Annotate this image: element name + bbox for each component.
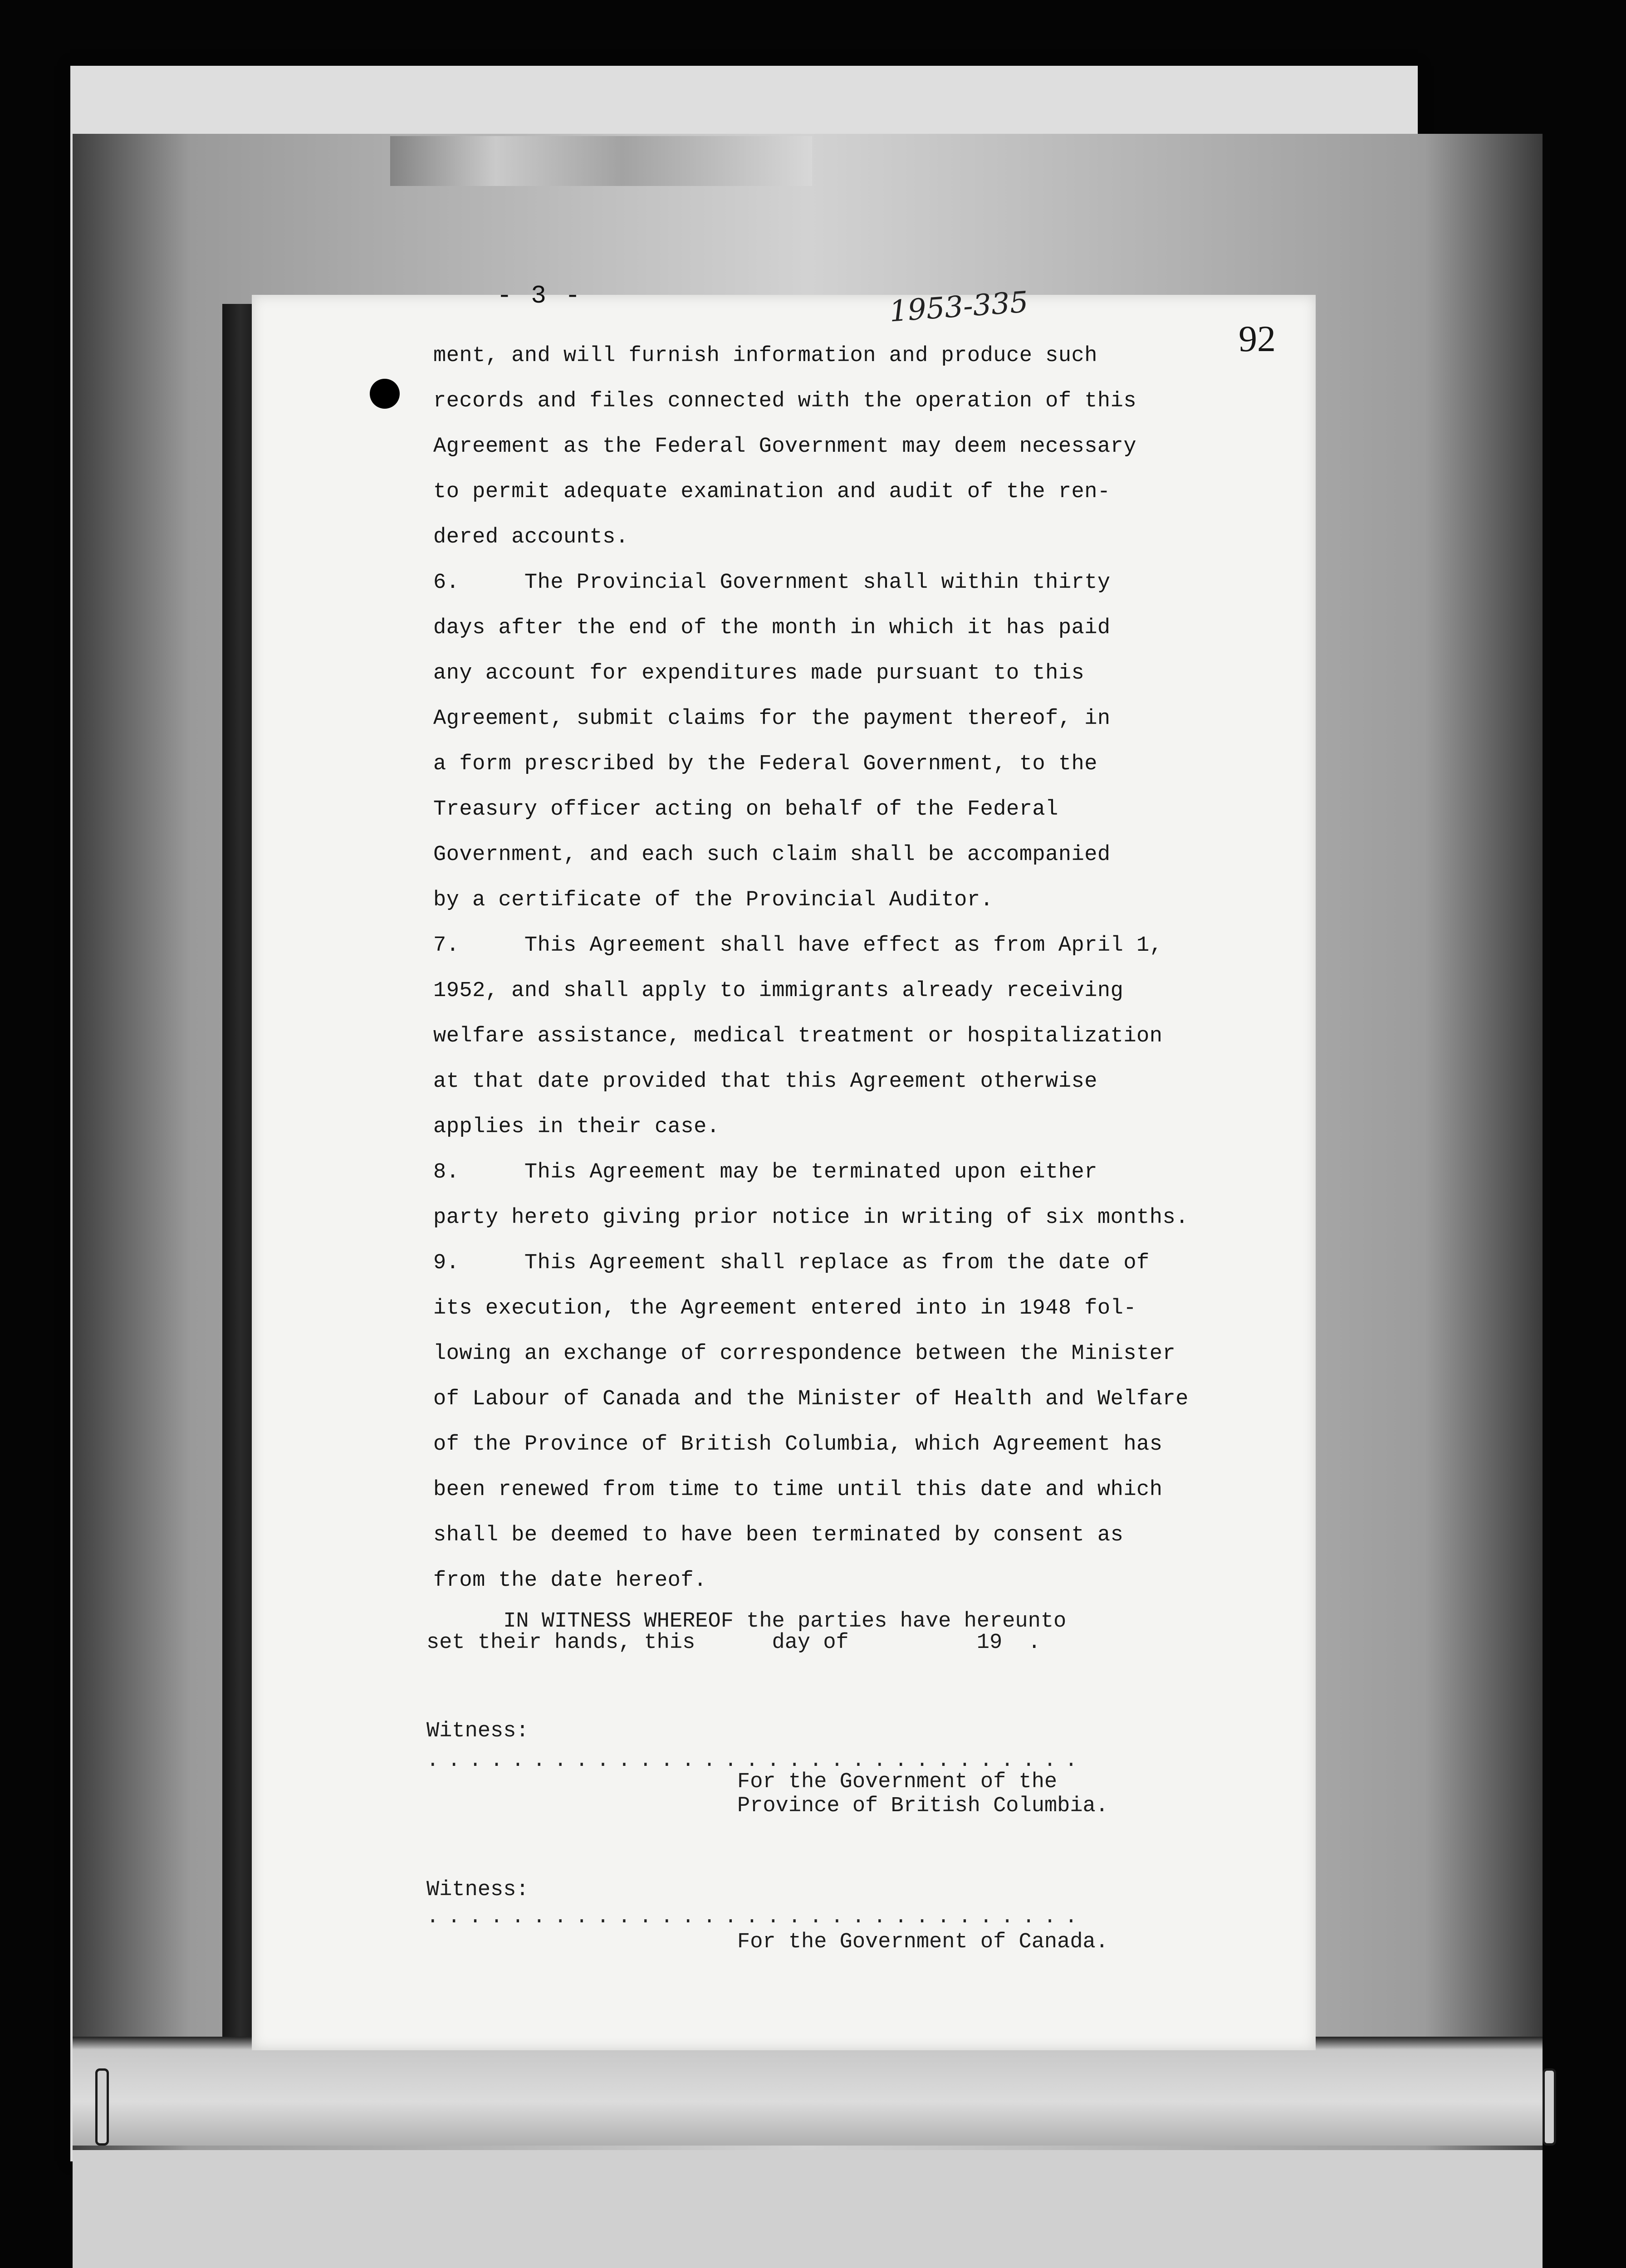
text-line: at that date provided that this Agreement otherwise bbox=[433, 1070, 1097, 1094]
witness-clause-line-2: set their hands, this day of 19 . bbox=[426, 1631, 1041, 1655]
text-line: 7. This Agreement shall have effect as from April 1, bbox=[433, 934, 1163, 958]
text-line: welfare assistance, medical treatment or hospitalization bbox=[433, 1024, 1163, 1048]
folio-number: 92 bbox=[1239, 318, 1276, 359]
witness-label: Witness: bbox=[426, 1878, 529, 1902]
punch-hole bbox=[370, 379, 400, 409]
text-line: by a certificate of the Provincial Auditor. bbox=[433, 888, 994, 912]
text-line: Agreement, submit claims for the payment thereof, in bbox=[433, 707, 1111, 731]
text-line: Treasury officer acting on behalf of the Federal bbox=[433, 797, 1058, 821]
page-number: - 3 - bbox=[497, 281, 583, 310]
bottom-margin bbox=[73, 2150, 1543, 2268]
bc-signatory-line-2: Province of British Columbia. bbox=[737, 1794, 1108, 1818]
text-line: its execution, the Agreement entered into in 1948 fol- bbox=[433, 1296, 1137, 1320]
text-line: dered accounts. bbox=[433, 525, 629, 549]
bc-signatory-line-1: For the Government of the bbox=[737, 1770, 1058, 1794]
agreement-body bbox=[433, 333, 1250, 1603]
text-line: from the date hereof. bbox=[433, 1569, 707, 1593]
right-edge-mark bbox=[1543, 2068, 1556, 2146]
text-line: of the Province of British Columbia, which Agreement has bbox=[433, 1432, 1163, 1457]
left-edge-mark bbox=[95, 2068, 109, 2146]
text-line: party hereto giving prior notice in writing of six months. bbox=[433, 1206, 1189, 1230]
signature-line: ............................... bbox=[426, 1905, 1087, 1929]
text-line: records and files connected with the operation of this bbox=[433, 389, 1137, 413]
mount-edge-band bbox=[73, 2037, 1543, 2146]
signature-line: ............................... bbox=[426, 1749, 1087, 1772]
text-line: applies in their case. bbox=[433, 1115, 720, 1139]
text-line: any account for expenditures made pursuant to this bbox=[433, 661, 1085, 685]
witness-clause-line-1: IN WITNESS WHEREOF the parties have hereunto bbox=[426, 1609, 1067, 1633]
text-line: 9. This Agreement shall replace as from the date of bbox=[433, 1251, 1150, 1275]
text-line: been renewed from time to time until this date and which bbox=[433, 1478, 1163, 1502]
text-line: days after the end of the month in which it has paid bbox=[433, 616, 1111, 640]
text-line: 1952, and shall apply to immigrants already receiving bbox=[433, 979, 1124, 1003]
text-line: of Labour of Canada and the Minister of Health and Welfare bbox=[433, 1387, 1189, 1411]
handwritten-file-number: 1953-335 bbox=[888, 285, 1029, 329]
text-line: 8. This Agreement may be terminated upon either bbox=[433, 1160, 1097, 1184]
tape-strip bbox=[390, 136, 812, 186]
text-line: shall be deemed to have been terminated by consent as bbox=[433, 1523, 1124, 1547]
text-line: to permit adequate examination and audit of the ren- bbox=[433, 480, 1111, 504]
witness-label: Witness: bbox=[426, 1719, 529, 1743]
text-line: lowing an exchange of correspondence between the Minister bbox=[433, 1342, 1176, 1366]
text-line: 6. The Provincial Government shall within thirty bbox=[433, 571, 1111, 595]
text-line: Government, and each such claim shall be accompanied bbox=[433, 843, 1111, 867]
text-line: ment, and will furnish information and produce such bbox=[433, 344, 1097, 368]
text-line: a form prescribed by the Federal Government, to the bbox=[433, 752, 1097, 776]
canada-signatory-line: For the Government of Canada. bbox=[737, 1930, 1108, 1954]
text-line: Agreement as the Federal Government may deem necessary bbox=[433, 435, 1137, 459]
